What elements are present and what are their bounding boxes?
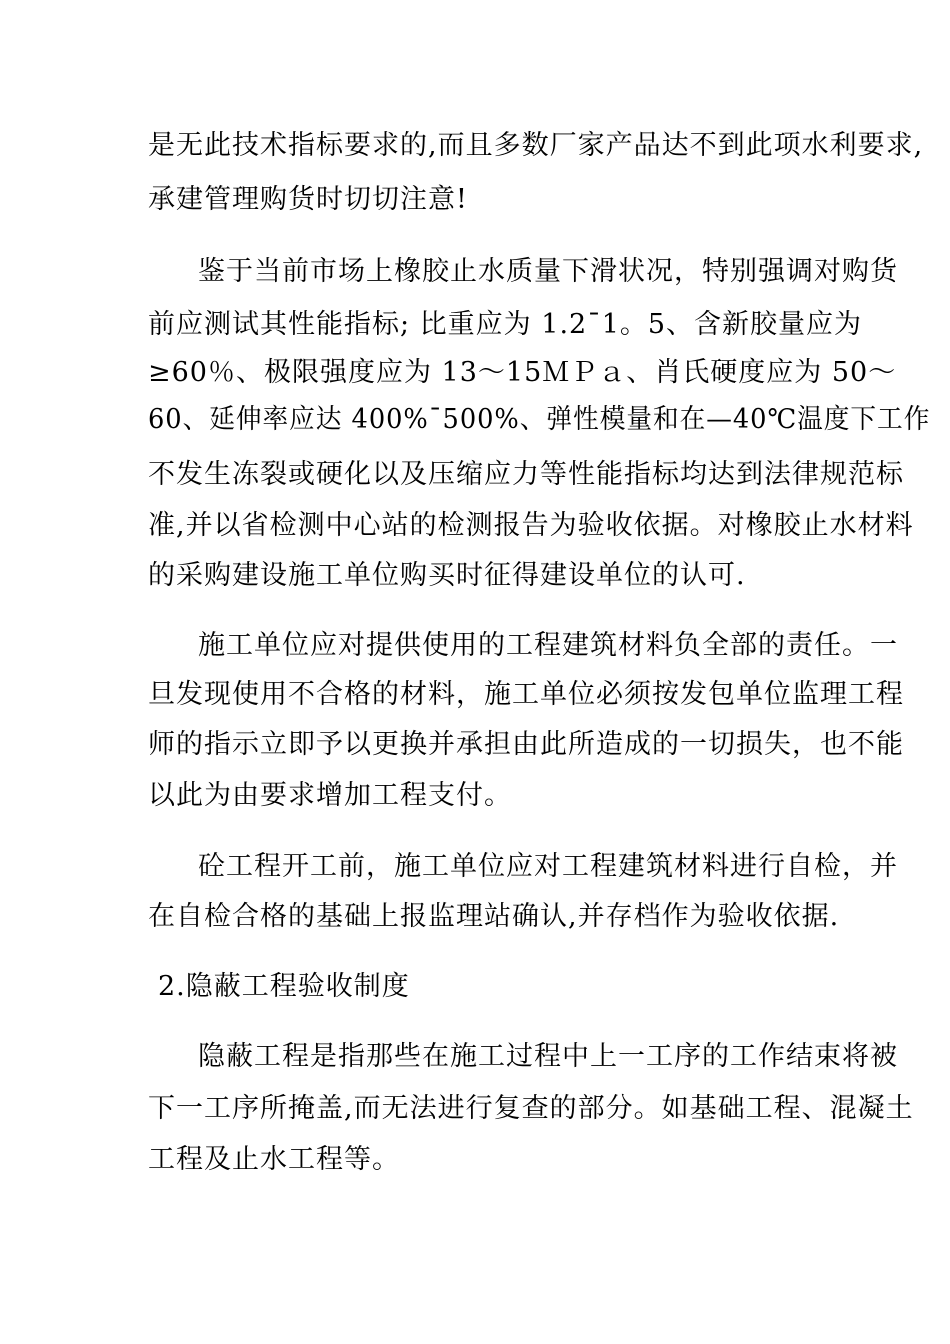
text-line: 60、延伸率应达 400%¯500%、弹性模量和在—40℃温度下工作 [148, 404, 931, 435]
text-line: 前应测试其性能指标; 比重应为 1.2¯1。5、含新胶量应为 [148, 309, 863, 340]
section-title: 2.隐蔽工程验收制度 [158, 971, 410, 1002]
text-line: 下一工序所掩盖,而无法进行复查的部分。如基础工程、混凝土 [148, 1093, 914, 1124]
text-line: 砼工程开工前，施工单位应对工程建筑材料进行自检，并 [198, 851, 898, 882]
text-line: ≥60％、极限强度应为 13～15ＭＰａ、肖氏硬度应为 50～ [148, 357, 897, 388]
text-line: 隐蔽工程是指那些在施工过程中上一工序的工作结束将被 [198, 1041, 898, 1072]
text-line: 施工单位应对提供使用的工程建筑材料负全部的责任。一 [198, 630, 898, 661]
text-line: 师的指示立即予以更换并承担由此所造成的一切损失，也不能 [148, 729, 904, 760]
text-line: 工程及止水工程等。 [148, 1144, 400, 1175]
text-line: 在自检合格的基础上报监理站确认,并存档作为验收依据. [148, 901, 840, 932]
text-line: 准,并以省检测中心站的检测报告为验收依据。对橡胶止水材料 [148, 510, 914, 541]
text-line: 以此为由要求增加工程支付。 [148, 780, 512, 811]
text-line: 的采购建设施工单位购买时征得建设单位的认可. [148, 560, 746, 591]
text-line: 鉴于当前市场上橡胶止水质量下滑状况，特别强调对购货 [198, 256, 898, 287]
text-line: 承建管理购货时切切注意! [148, 184, 468, 215]
text-line: 是无此技术指标要求的,而且多数厂家产品达不到此项水利要求, [148, 130, 924, 161]
text-line: 不发生冻裂或硬化以及压缩应力等性能指标均达到法律规范标 [148, 459, 904, 490]
text-line: 旦发现使用不合格的材料，施工单位必须按发包单位监理工程 [148, 679, 904, 710]
